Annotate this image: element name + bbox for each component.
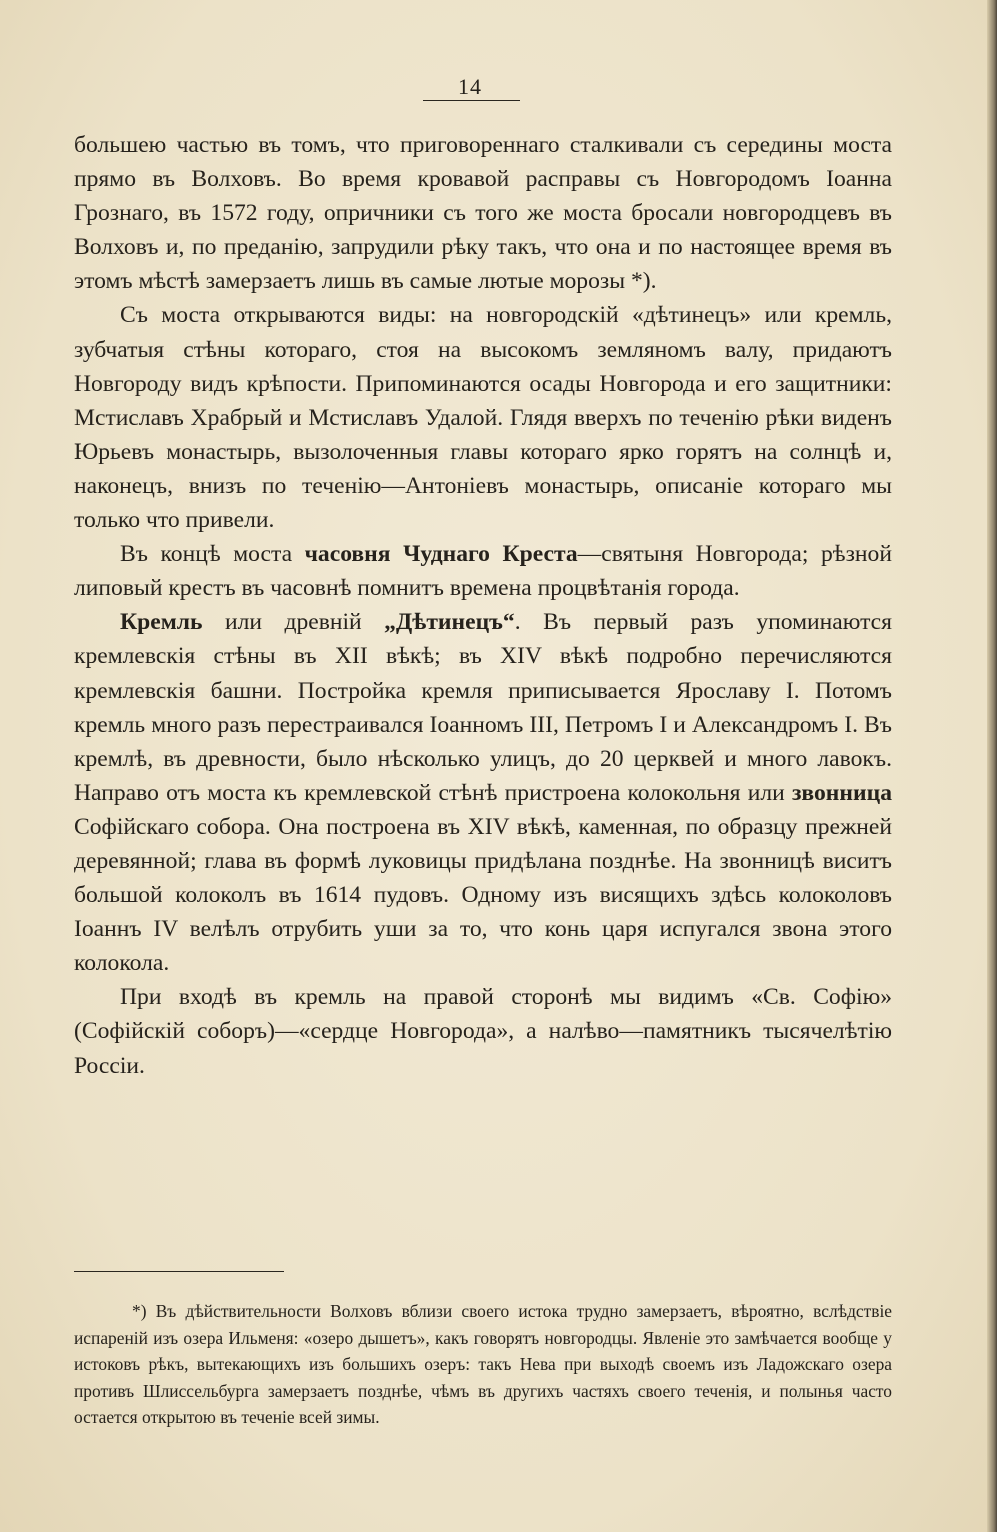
text-run: большею частью въ томъ, что приговореннаго сталкивали съ середины моста прямо въ Волховъ. Во время кровавой расправы съ Новгородомъ Іоанна Грознаго, въ 1572 году, опричники съ того же моста бросали новгородцевъ въ Волховъ и, по преданію, запрудили рѣку такъ, что она и по настоящее время въ этомъ мѣстѣ замерзаетъ лишь въ самые лютые морозы *). [74,132,892,295]
footnote: *) Въ дѣйствительности Волховъ вблизи своего истока трудно замерзаетъ, вѣроятно, вслѣдствіе испареній изъ озера Ильменя: «озеро дышетъ», какъ говорятъ новгородцы. Явленіе это замѣчается вообще у истоковъ рѣкъ, вытекающихъ изъ большихъ озеръ: такъ Нева при выходѣ своемъ изъ Ладожскаго озера противъ Шлиссельбурга замерзаетъ позднѣе, чѣмъ въ другихъ частяхъ своего теченія, и полынья часто остается открытою въ теченіе всей зимы. [74,1301,892,1427]
bold-run: часовня Чуднаго Креста [304,541,578,568]
footnote-rule [74,1271,284,1272]
text-run: Софійскаго собора. Она построена въ XIV вѣкѣ, каменная, по образцу прежней деревянной; глава въ формѣ луковицы придѣлана позднѣе. На звонницѣ виситъ большой колоколъ въ 1614 пудовъ. Одному изъ висящихъ здѣсь колоколовъ Іоаннъ IV велѣлъ отрубить уши за то, что конь царя испугался звона этого колокола. [74,813,892,977]
page-number: 14 [458,74,482,99]
text-run: —святыня Новгорода; рѣзной липовый крестъ въ часовнѣ помнитъ времена процвѣтанія города. [74,541,892,602]
paragraph [74,605,892,980]
main-text [74,128,892,1083]
paragraph [74,537,892,605]
page-edge [987,0,997,1532]
bold-run: звонница [791,779,892,806]
text-run: или древній [202,609,385,636]
bold-run: „Дѣтинецъ“ [384,609,515,636]
text-run: Въ концѣ моста [120,541,305,568]
page-number-rule [423,100,520,101]
paragraph [74,128,892,298]
text-run: Съ моста открываются виды: на новгородскій «дѣтинецъ» или кремль, зубчатыя стѣны котораго, стоя на высокомъ земляномъ валу, придаютъ Новгороду видъ крѣпости. Припоминаются осады Новгорода и его защитники: Мстиславъ Храбрый и Мстиславъ Удалой. Глядя вверхъ по теченію рѣки виденъ Юрьевъ монастырь, вызолоченныя главы котораго ярко горятъ на солнцѣ и, наконецъ, внизъ по теченію—Антоніевъ монастырь, описаніе котораго мы только что привели. [74,302,892,534]
bold-run: Кремль [120,609,203,636]
text-run: . Въ первый разъ упоминаются кремлевскія стѣны въ XII вѣкѣ; въ XIV вѣкѣ подробно перечисляются кремлевскія башни. Постройка кремля приписывается Ярославу I. Потомъ кремль много разъ перестраивался Іоанномъ III, Петромъ I и Александромъ I. Въ кремлѣ, въ древности, было нѣсколько улицъ, до 20 церквей и много лавокъ. Направо отъ моста къ кремлевской стѣнѣ пристроена колокольня или [74,609,892,806]
paragraph [74,980,892,1082]
paragraph [74,298,892,537]
text-run: При входѣ въ кремль на правой сторонѣ мы видимъ «Св. Софію» (Софійскій соборъ)—«сердце Новгорода», а налѣво—памятникъ тысячелѣтію Россіи. [74,984,892,1079]
